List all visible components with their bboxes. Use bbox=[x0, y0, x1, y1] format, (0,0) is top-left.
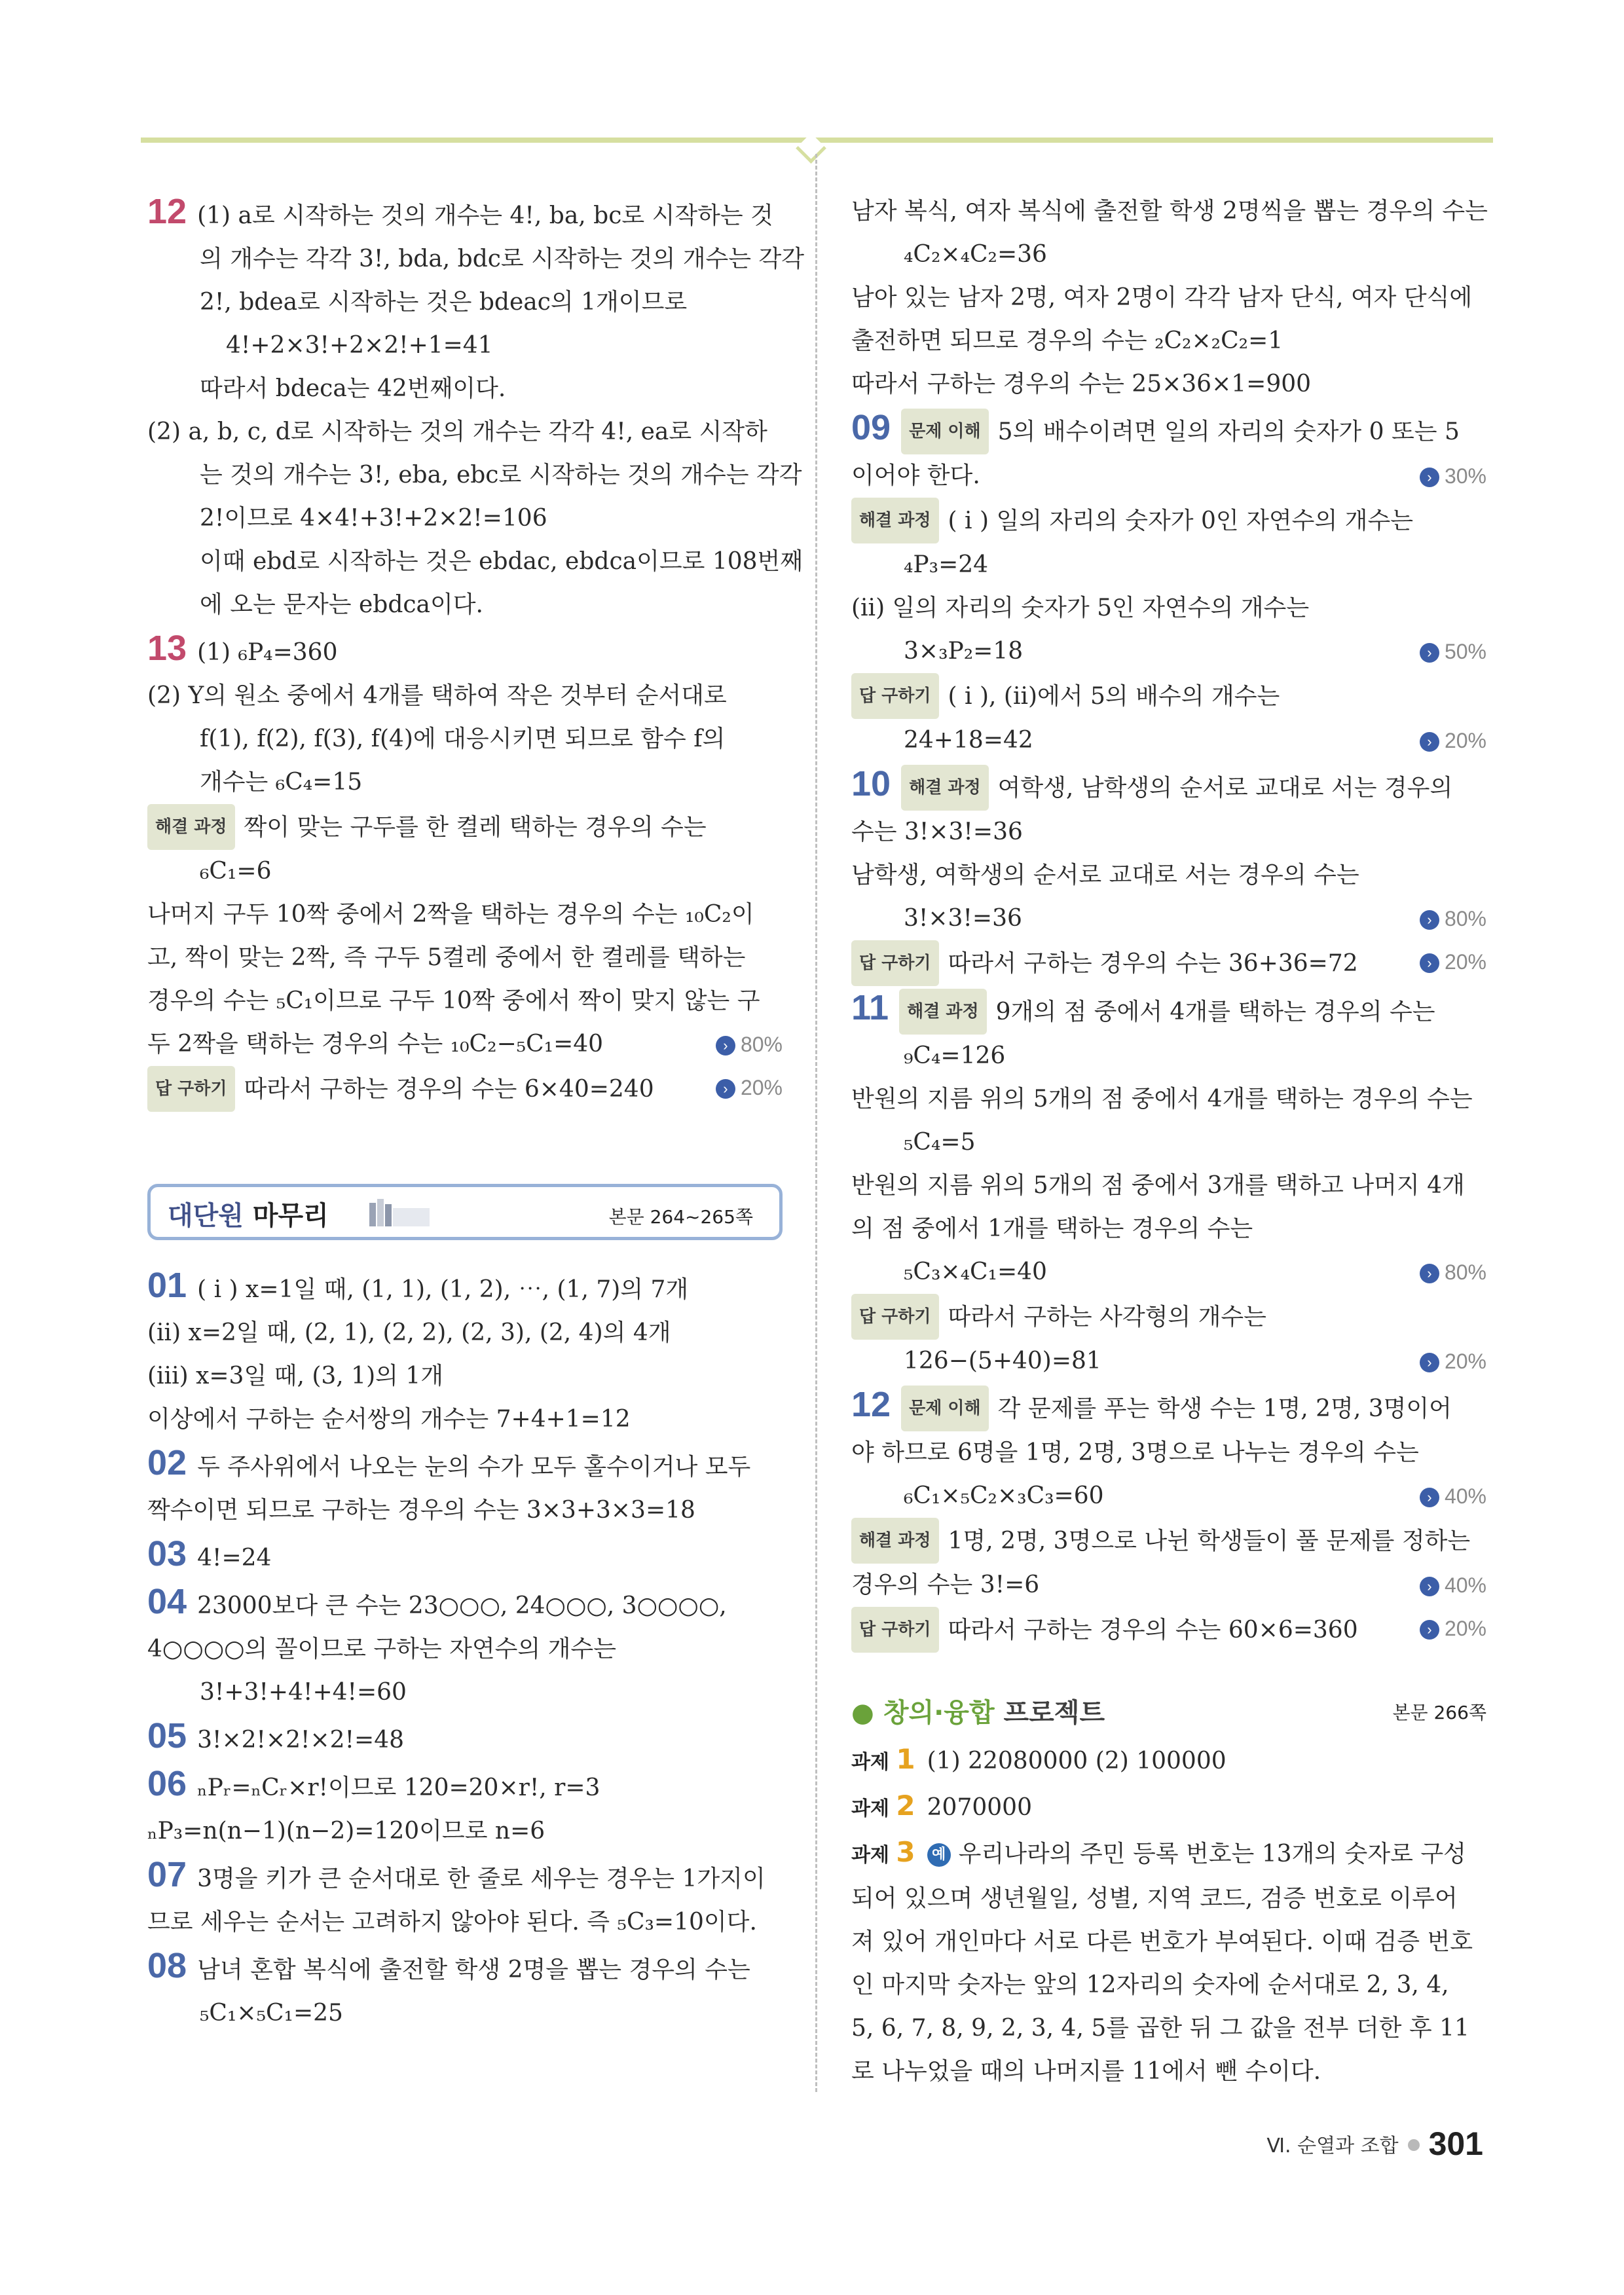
step-tag: 답 구하기 bbox=[851, 673, 939, 719]
score-weight bbox=[1420, 630, 1486, 673]
score-weight-value: 50% bbox=[1444, 640, 1486, 663]
answer-line bbox=[147, 1441, 783, 1489]
chapter-label: Ⅵ. 순열과 조합 bbox=[1266, 2135, 1399, 2157]
answer-text: 1명, 2명, 3명으로 나뉜 학생들이 풀 문제를 정하는 bbox=[948, 1528, 1471, 1554]
answer-text: 출전하면 되므로 경우의 수는 ₂C₂×₂C₂=1 bbox=[851, 327, 1283, 354]
chevron-right-icon: › bbox=[1420, 910, 1439, 930]
problem-number: 10 bbox=[851, 764, 891, 803]
score-weight bbox=[1420, 1251, 1486, 1294]
answer-text: ₆C₁×₅C₂×₃C₃=60 bbox=[904, 1482, 1104, 1509]
left-answers bbox=[147, 190, 805, 1112]
answer-text: 따라서 구하는 경우의 수는 6×40=240 bbox=[244, 1076, 654, 1103]
score-weight bbox=[716, 1066, 783, 1109]
score-weight-value: 40% bbox=[1444, 1484, 1486, 1508]
right-answers bbox=[851, 190, 1486, 1653]
answer-line bbox=[851, 854, 1486, 897]
answer-line bbox=[147, 1398, 783, 1441]
score-weight-value: 30% bbox=[1444, 464, 1486, 488]
answer-text: 4!=24 bbox=[197, 1545, 272, 1571]
score-weight bbox=[1420, 1340, 1486, 1383]
answer-line bbox=[851, 1340, 1486, 1383]
answer-text: 3!×2!×2!×2!=48 bbox=[197, 1727, 405, 1753]
answer-line bbox=[851, 1475, 1486, 1518]
answer-line bbox=[147, 1762, 783, 1810]
answer-text: 따라서 bdeca는 42번째이다. bbox=[200, 375, 506, 402]
answer-line bbox=[147, 936, 783, 980]
problem-number: 12 bbox=[147, 192, 187, 231]
project-page-ref: 본문 266쪽 bbox=[1392, 1702, 1486, 1723]
task-text: 2070000 bbox=[927, 1794, 1032, 1821]
left-column bbox=[147, 190, 805, 2035]
problem-number: 08 bbox=[147, 1946, 187, 1985]
answer-line bbox=[147, 367, 783, 411]
project-title-b: 프로젝트 bbox=[1003, 1698, 1105, 1728]
answer-line bbox=[147, 850, 783, 893]
answer-text: 나머지 구두 10짝 중에서 2짝을 택하는 경우의 수는 ₁₀C₂이 bbox=[147, 901, 754, 928]
task-line bbox=[851, 1920, 1486, 1964]
answer-text: (1) ₆P₄=360 bbox=[197, 639, 338, 666]
task-label-text: 과제 bbox=[851, 1797, 889, 1820]
answer-text: 야 하므로 6명을 1명, 2명, 3명으로 나누는 경우의 수는 bbox=[851, 1439, 1419, 1466]
answer-line bbox=[147, 1532, 783, 1580]
answer-line bbox=[147, 761, 783, 804]
answer-text: 5의 배수이려면 일의 자리의 숫자가 0 또는 5 bbox=[997, 418, 1460, 445]
step-tag: 문제 이해 bbox=[901, 409, 989, 454]
answer-line bbox=[851, 406, 1486, 454]
answer-line bbox=[851, 762, 1486, 811]
chevron-right-icon: › bbox=[1420, 1577, 1439, 1596]
answer-text: 두 2짝을 택하는 경우의 수는 ₁₀C₂−₅C₁=40 bbox=[147, 1031, 604, 1057]
answer-line bbox=[147, 238, 805, 281]
score-weight-value: 40% bbox=[1444, 1573, 1486, 1597]
footer-dot bbox=[1408, 2139, 1420, 2151]
answer-text: 수는 3!×3!=36 bbox=[851, 818, 1023, 845]
answer-text: ₙP₃=n(n−1)(n−2)=120이므로 n=6 bbox=[147, 1818, 545, 1845]
answer-line bbox=[851, 1607, 1486, 1653]
answer-text: 각 문제를 푸는 학생 수는 1명, 2명, 3명이어 bbox=[997, 1395, 1452, 1422]
answer-text: 남자 복식, 여자 복식에 출전할 학생 2명씩을 뽑는 경우의 수는 bbox=[851, 198, 1488, 225]
problem-number: 06 bbox=[147, 1764, 187, 1803]
answer-text: 고, 짝이 맞는 2짝, 즉 구두 5켤레 중에서 한 켤레를 택하는 bbox=[147, 944, 746, 971]
chevron-right-icon: › bbox=[1420, 1353, 1439, 1372]
answer-line bbox=[851, 1564, 1486, 1607]
problem-number: 07 bbox=[147, 1855, 187, 1894]
score-weight bbox=[1420, 1564, 1486, 1607]
answer-text: 3!+3!+4!+4!=60 bbox=[200, 1679, 407, 1706]
problem-number: 01 bbox=[147, 1266, 187, 1305]
score-weight-value: 20% bbox=[1444, 950, 1486, 974]
answer-line bbox=[851, 1431, 1486, 1475]
answer-text: (ii) x=2일 때, (2, 1), (2, 2), (2, 3), (2, 4)의 4개 bbox=[147, 1319, 671, 1346]
chevron-right-icon: › bbox=[1420, 1264, 1439, 1283]
answer-line bbox=[851, 1164, 1486, 1207]
task-number: 3 bbox=[896, 1836, 915, 1868]
answer-text: 이때 ebd로 시작하는 것은 ebdac, ebdca이므로 108번째 bbox=[200, 548, 803, 575]
task-label-text: 과제 bbox=[851, 1751, 889, 1774]
answer-text: 의 개수는 각각 3!, bda, bdc로 시작하는 것의 개수는 각각 bbox=[200, 246, 805, 272]
answer-line bbox=[851, 233, 1486, 276]
step-tag: 답 구하기 bbox=[851, 1294, 939, 1340]
task-line bbox=[851, 1738, 1486, 1784]
answer-line bbox=[147, 1580, 783, 1628]
step-tag: 해결 과정 bbox=[851, 1518, 939, 1564]
section-title bbox=[168, 1195, 329, 1232]
answer-text: (2) Y의 원소 중에서 4개를 택하여 작은 것부터 순서대로 bbox=[147, 682, 727, 709]
section-title-a: 대단원 bbox=[168, 1201, 244, 1231]
answer-text: 3×₃P₂=18 bbox=[904, 638, 1024, 665]
score-weight-value: 80% bbox=[740, 1033, 783, 1056]
answer-text: (2) a, b, c, d로 시작하는 것의 개수는 각각 4!, ea로 시작하 bbox=[147, 418, 767, 445]
answer-line bbox=[147, 540, 803, 583]
answer-line bbox=[851, 1207, 1486, 1251]
answer-text: 따라서 구하는 사각형의 개수는 bbox=[948, 1304, 1266, 1331]
score-weight-value: 20% bbox=[1444, 729, 1486, 752]
score-weight bbox=[1420, 940, 1486, 983]
problem-number: 12 bbox=[851, 1385, 891, 1424]
chevron-right-icon: › bbox=[1420, 468, 1439, 487]
task-text: 되어 있으며 생년월일, 성별, 지역 코드, 검증 번호로 이루어 bbox=[851, 1885, 1458, 1912]
answer-text: 따라서 구하는 경우의 수는 60×6=360 bbox=[948, 1617, 1358, 1643]
problem-number: 04 bbox=[147, 1582, 187, 1621]
chevron-right-icon: › bbox=[1420, 953, 1439, 973]
score-weight-value: 80% bbox=[1444, 907, 1486, 930]
books-icon bbox=[367, 1196, 432, 1228]
problem-number: 02 bbox=[147, 1443, 187, 1482]
answer-line bbox=[147, 1264, 783, 1312]
answer-text: 여학생, 남학생의 순서로 교대로 서는 경우의 bbox=[997, 775, 1453, 801]
answer-text: 반원의 지름 위의 5개의 점 중에서 4개를 택하는 경우의 수는 bbox=[851, 1086, 1473, 1112]
answer-text: 따라서 구하는 경우의 수는 25×36×1=900 bbox=[851, 371, 1312, 397]
section-page-ref: 본문 264~265쪽 bbox=[608, 1206, 753, 1228]
answer-line bbox=[147, 411, 783, 454]
task-line bbox=[851, 2007, 1486, 2050]
answer-text: 126−(5+40)=81 bbox=[904, 1348, 1101, 1374]
task-line bbox=[851, 2050, 1486, 2093]
answer-text: ₆C₁=6 bbox=[200, 858, 272, 885]
score-weight bbox=[716, 1023, 783, 1066]
step-tag: 답 구하기 bbox=[147, 1066, 235, 1112]
answer-text: (iii) x=3일 때, (3, 1)의 1개 bbox=[147, 1363, 444, 1389]
answer-line bbox=[147, 1901, 783, 1944]
column-divider bbox=[815, 154, 817, 2092]
answer-text: (1) a로 시작하는 것의 개수는 4!, ba, bc로 시작하는 것 bbox=[197, 202, 773, 229]
chevron-right-icon: › bbox=[716, 1079, 735, 1099]
right-column bbox=[851, 190, 1486, 2093]
answer-line bbox=[851, 940, 1486, 986]
answer-text: 이상에서 구하는 순서쌍의 개수는 7+4+1=12 bbox=[147, 1406, 631, 1433]
answer-text: ( i ) 일의 자리의 숫자가 0인 자연수의 개수는 bbox=[948, 507, 1414, 534]
left-answers-review bbox=[147, 1264, 783, 2035]
chevron-right-icon: › bbox=[1420, 643, 1439, 663]
answer-line bbox=[147, 893, 783, 936]
project-title-a: 창의·융합 bbox=[883, 1698, 995, 1728]
answer-text: ₄P₃=24 bbox=[904, 551, 989, 578]
answer-line bbox=[147, 281, 783, 324]
problem-number: 05 bbox=[147, 1716, 187, 1755]
answer-line bbox=[851, 1518, 1486, 1564]
task-label bbox=[851, 1790, 915, 1822]
problem-number: 09 bbox=[851, 408, 891, 447]
answer-text: 의 점 중에서 1개를 택하는 경우의 수는 bbox=[851, 1215, 1253, 1242]
project-header bbox=[851, 1685, 1486, 1738]
answer-line bbox=[851, 1294, 1486, 1340]
task-line bbox=[851, 1964, 1486, 2007]
answer-line bbox=[147, 1853, 783, 1901]
answer-line bbox=[851, 190, 1486, 233]
answer-text: 이어야 한다. bbox=[851, 462, 980, 489]
answer-line bbox=[851, 1035, 1486, 1078]
answer-text: 남학생, 여학생의 순서로 교대로 서는 경우의 수는 bbox=[851, 862, 1359, 889]
answer-line bbox=[851, 673, 1486, 719]
score-weight-value: 80% bbox=[1444, 1260, 1486, 1284]
answer-line bbox=[851, 1078, 1486, 1121]
chevron-right-icon: › bbox=[1420, 732, 1439, 752]
answer-line bbox=[851, 630, 1486, 673]
step-tag: 해결 과정 bbox=[851, 498, 939, 543]
answer-line bbox=[147, 1992, 783, 2035]
task-line bbox=[851, 1784, 1486, 1831]
chevron-right-icon: › bbox=[1420, 1620, 1439, 1640]
task-label bbox=[851, 1743, 915, 1775]
step-tag: 해결 과정 bbox=[901, 765, 989, 811]
section-header bbox=[147, 1184, 783, 1240]
answer-text: ₙPᵣ=ₙCᵣ×r!이므로 120=20×r!, r=3 bbox=[197, 1774, 600, 1801]
answer-line bbox=[851, 1121, 1486, 1164]
answer-text: ₅C₁×₅C₁=25 bbox=[200, 2000, 343, 2027]
task-label bbox=[851, 1836, 915, 1868]
answer-text: 4○○○○의 꼴이므로 구하는 자연수의 개수는 bbox=[147, 1636, 616, 1662]
answer-line bbox=[851, 1251, 1486, 1294]
task-label-text: 과제 bbox=[851, 1844, 889, 1867]
score-weight bbox=[1420, 897, 1486, 940]
answer-line bbox=[851, 454, 1486, 498]
score-weight-value: 20% bbox=[740, 1076, 783, 1099]
answer-text: ( i ), (ii)에서 5의 배수의 개수는 bbox=[948, 683, 1280, 710]
answer-line bbox=[147, 627, 783, 674]
answer-text: 24+18=42 bbox=[904, 727, 1033, 754]
answer-text: ₅C₄=5 bbox=[904, 1129, 976, 1156]
answer-text: 4!+2×3!+2×2!+1=41 bbox=[226, 332, 493, 359]
answer-line bbox=[147, 324, 783, 367]
answer-text: 에 오는 문자는 ebdca이다. bbox=[200, 591, 484, 618]
score-weight bbox=[1420, 1607, 1486, 1650]
answer-line bbox=[147, 1489, 783, 1532]
example-badge: 예 bbox=[927, 1843, 951, 1867]
score-weight bbox=[1420, 719, 1486, 762]
answer-line bbox=[851, 897, 1486, 940]
answer-line bbox=[147, 1671, 783, 1714]
answer-line bbox=[147, 454, 802, 497]
answer-text: 경우의 수는 ₅C₁이므로 구두 10짝 중에서 짝이 맞지 않는 구 bbox=[147, 987, 760, 1014]
answer-text: ₅C₃×₄C₁=40 bbox=[904, 1258, 1047, 1285]
answer-text: 2!이므로 4×4!+3!+2×2!=106 bbox=[200, 505, 547, 532]
answer-line bbox=[147, 980, 783, 1023]
task-line bbox=[851, 1831, 1486, 1877]
answer-text: 남녀 혼합 복식에 출전할 학생 2명을 뽑는 경우의 수는 bbox=[197, 1956, 750, 1983]
answer-text: 두 주사위에서 나오는 눈의 수가 모두 홀수이거나 모두 bbox=[197, 1454, 751, 1480]
step-tag: 답 구하기 bbox=[851, 940, 939, 986]
answer-text: 짝수이면 되므로 구하는 경우의 수는 3×3+3×3=18 bbox=[147, 1497, 695, 1524]
answer-line bbox=[147, 1628, 783, 1671]
answer-line bbox=[147, 1810, 783, 1853]
answer-text: 남아 있는 남자 2명, 여자 2명이 각각 남자 단식, 여자 단식에 bbox=[851, 284, 1473, 311]
answer-line bbox=[147, 190, 783, 238]
answer-text: 경우의 수는 3!=6 bbox=[851, 1571, 1040, 1598]
answer-text: 따라서 구하는 경우의 수는 36+36=72 bbox=[948, 950, 1358, 977]
answer-text: 2!, bdea로 시작하는 것은 bdeac의 1개이므로 bbox=[200, 289, 688, 316]
answer-line bbox=[147, 1714, 783, 1762]
answer-line bbox=[851, 986, 1486, 1035]
answer-line bbox=[147, 583, 783, 627]
task-text: 로 나누었을 때의 나머지를 11에서 뺀 수이다. bbox=[851, 2058, 1321, 2085]
answer-text: ( i ) x=1일 때, (1, 1), (1, 2), ⋯, (1, 7)의 7개 bbox=[197, 1276, 689, 1303]
task-text: 져 있어 개인마다 서로 다른 번호가 부여된다. 이때 검증 번호 bbox=[851, 1928, 1473, 1955]
answer-text: 3!×3!=36 bbox=[904, 905, 1022, 932]
answer-text: 9개의 점 중에서 4개를 택하는 경우의 수는 bbox=[995, 999, 1435, 1025]
answer-text: 짝이 맞는 구두를 한 켤레 택하는 경우의 수는 bbox=[244, 814, 707, 841]
problem-number: 03 bbox=[147, 1534, 187, 1573]
step-tag: 문제 이해 bbox=[901, 1386, 989, 1431]
answer-line bbox=[147, 1023, 783, 1066]
task-text: 우리나라의 주민 등록 번호는 13개의 숫자로 구성 bbox=[958, 1841, 1466, 1867]
step-tag: 해결 과정 bbox=[147, 804, 235, 850]
score-weight-value: 20% bbox=[1444, 1349, 1486, 1373]
problem-number: 13 bbox=[147, 629, 187, 668]
task-number: 1 bbox=[896, 1743, 915, 1775]
answer-text: 반원의 지름 위의 5개의 점 중에서 3개를 택하고 나머지 4개 bbox=[851, 1172, 1465, 1199]
project-title: ● 창의·융합 프로젝트 bbox=[851, 1698, 1105, 1728]
task-text: 인 마지막 숫자는 앞의 12자리의 숫자에 순서대로 2, 3, 4, bbox=[851, 1972, 1449, 1998]
answer-text: 므로 세우는 순서는 고려하지 않아야 된다. 즉 ₅C₃=10이다. bbox=[147, 1909, 757, 1936]
answer-text: (ii) 일의 자리의 숫자가 5인 자연수의 개수는 bbox=[851, 595, 1310, 621]
answer-text: 는 것의 개수는 3!, eba, ebc로 시작하는 것의 개수는 각각 bbox=[200, 462, 802, 488]
page-number: 301 bbox=[1428, 2125, 1483, 2162]
answer-line bbox=[851, 811, 1486, 854]
answer-line bbox=[851, 276, 1486, 320]
answer-line bbox=[851, 498, 1486, 543]
answer-text: f(1), f(2), f(3), f(4)에 대응시키면 되므로 함수 f의 bbox=[200, 725, 726, 752]
answer-text: 23000보다 큰 수는 23○○○, 24○○○, 3○○○○, bbox=[197, 1592, 727, 1619]
problem-number: 11 bbox=[851, 988, 889, 1027]
answer-line bbox=[851, 719, 1486, 762]
answer-line bbox=[147, 804, 783, 850]
score-weight bbox=[1420, 454, 1486, 498]
answer-line bbox=[147, 1355, 783, 1398]
answer-line bbox=[147, 1066, 783, 1112]
task-line bbox=[851, 1877, 1486, 1920]
answer-line bbox=[147, 1944, 783, 1992]
answer-line bbox=[851, 320, 1486, 363]
score-weight-value: 20% bbox=[1444, 1617, 1486, 1640]
answer-text: ₉C₄=126 bbox=[904, 1042, 1006, 1069]
chevron-right-icon: › bbox=[1420, 1488, 1439, 1507]
answer-line bbox=[851, 363, 1486, 406]
answer-line bbox=[851, 1383, 1486, 1431]
task-text: 5, 6, 7, 8, 9, 2, 3, 4, 5를 곱한 뒤 그 값을 전부 더한 후 11 bbox=[851, 2015, 1469, 2042]
answer-line bbox=[147, 674, 783, 718]
chevron-right-icon: › bbox=[716, 1036, 735, 1056]
step-tag: 해결 과정 bbox=[899, 989, 987, 1035]
task-number: 2 bbox=[896, 1790, 915, 1822]
answer-text: 3명을 키가 큰 순서대로 한 줄로 세우는 경우는 1가지이 bbox=[197, 1865, 766, 1892]
answer-text: 개수는 ₆C₄=15 bbox=[200, 769, 363, 796]
answer-line bbox=[147, 718, 783, 761]
answer-text: ₄C₂×₄C₂=36 bbox=[904, 241, 1047, 268]
answer-line bbox=[147, 497, 783, 540]
answer-line bbox=[851, 543, 1486, 587]
answer-line bbox=[147, 1312, 783, 1355]
page-footer bbox=[1266, 2125, 1483, 2163]
answer-line bbox=[851, 587, 1486, 630]
score-weight bbox=[1420, 1475, 1486, 1518]
project-tasks bbox=[851, 1738, 1486, 2093]
step-tag: 답 구하기 bbox=[851, 1607, 939, 1653]
task-text: (1) 22080000 (2) 100000 bbox=[927, 1748, 1227, 1774]
section-title-b: 마무리 bbox=[252, 1201, 329, 1231]
